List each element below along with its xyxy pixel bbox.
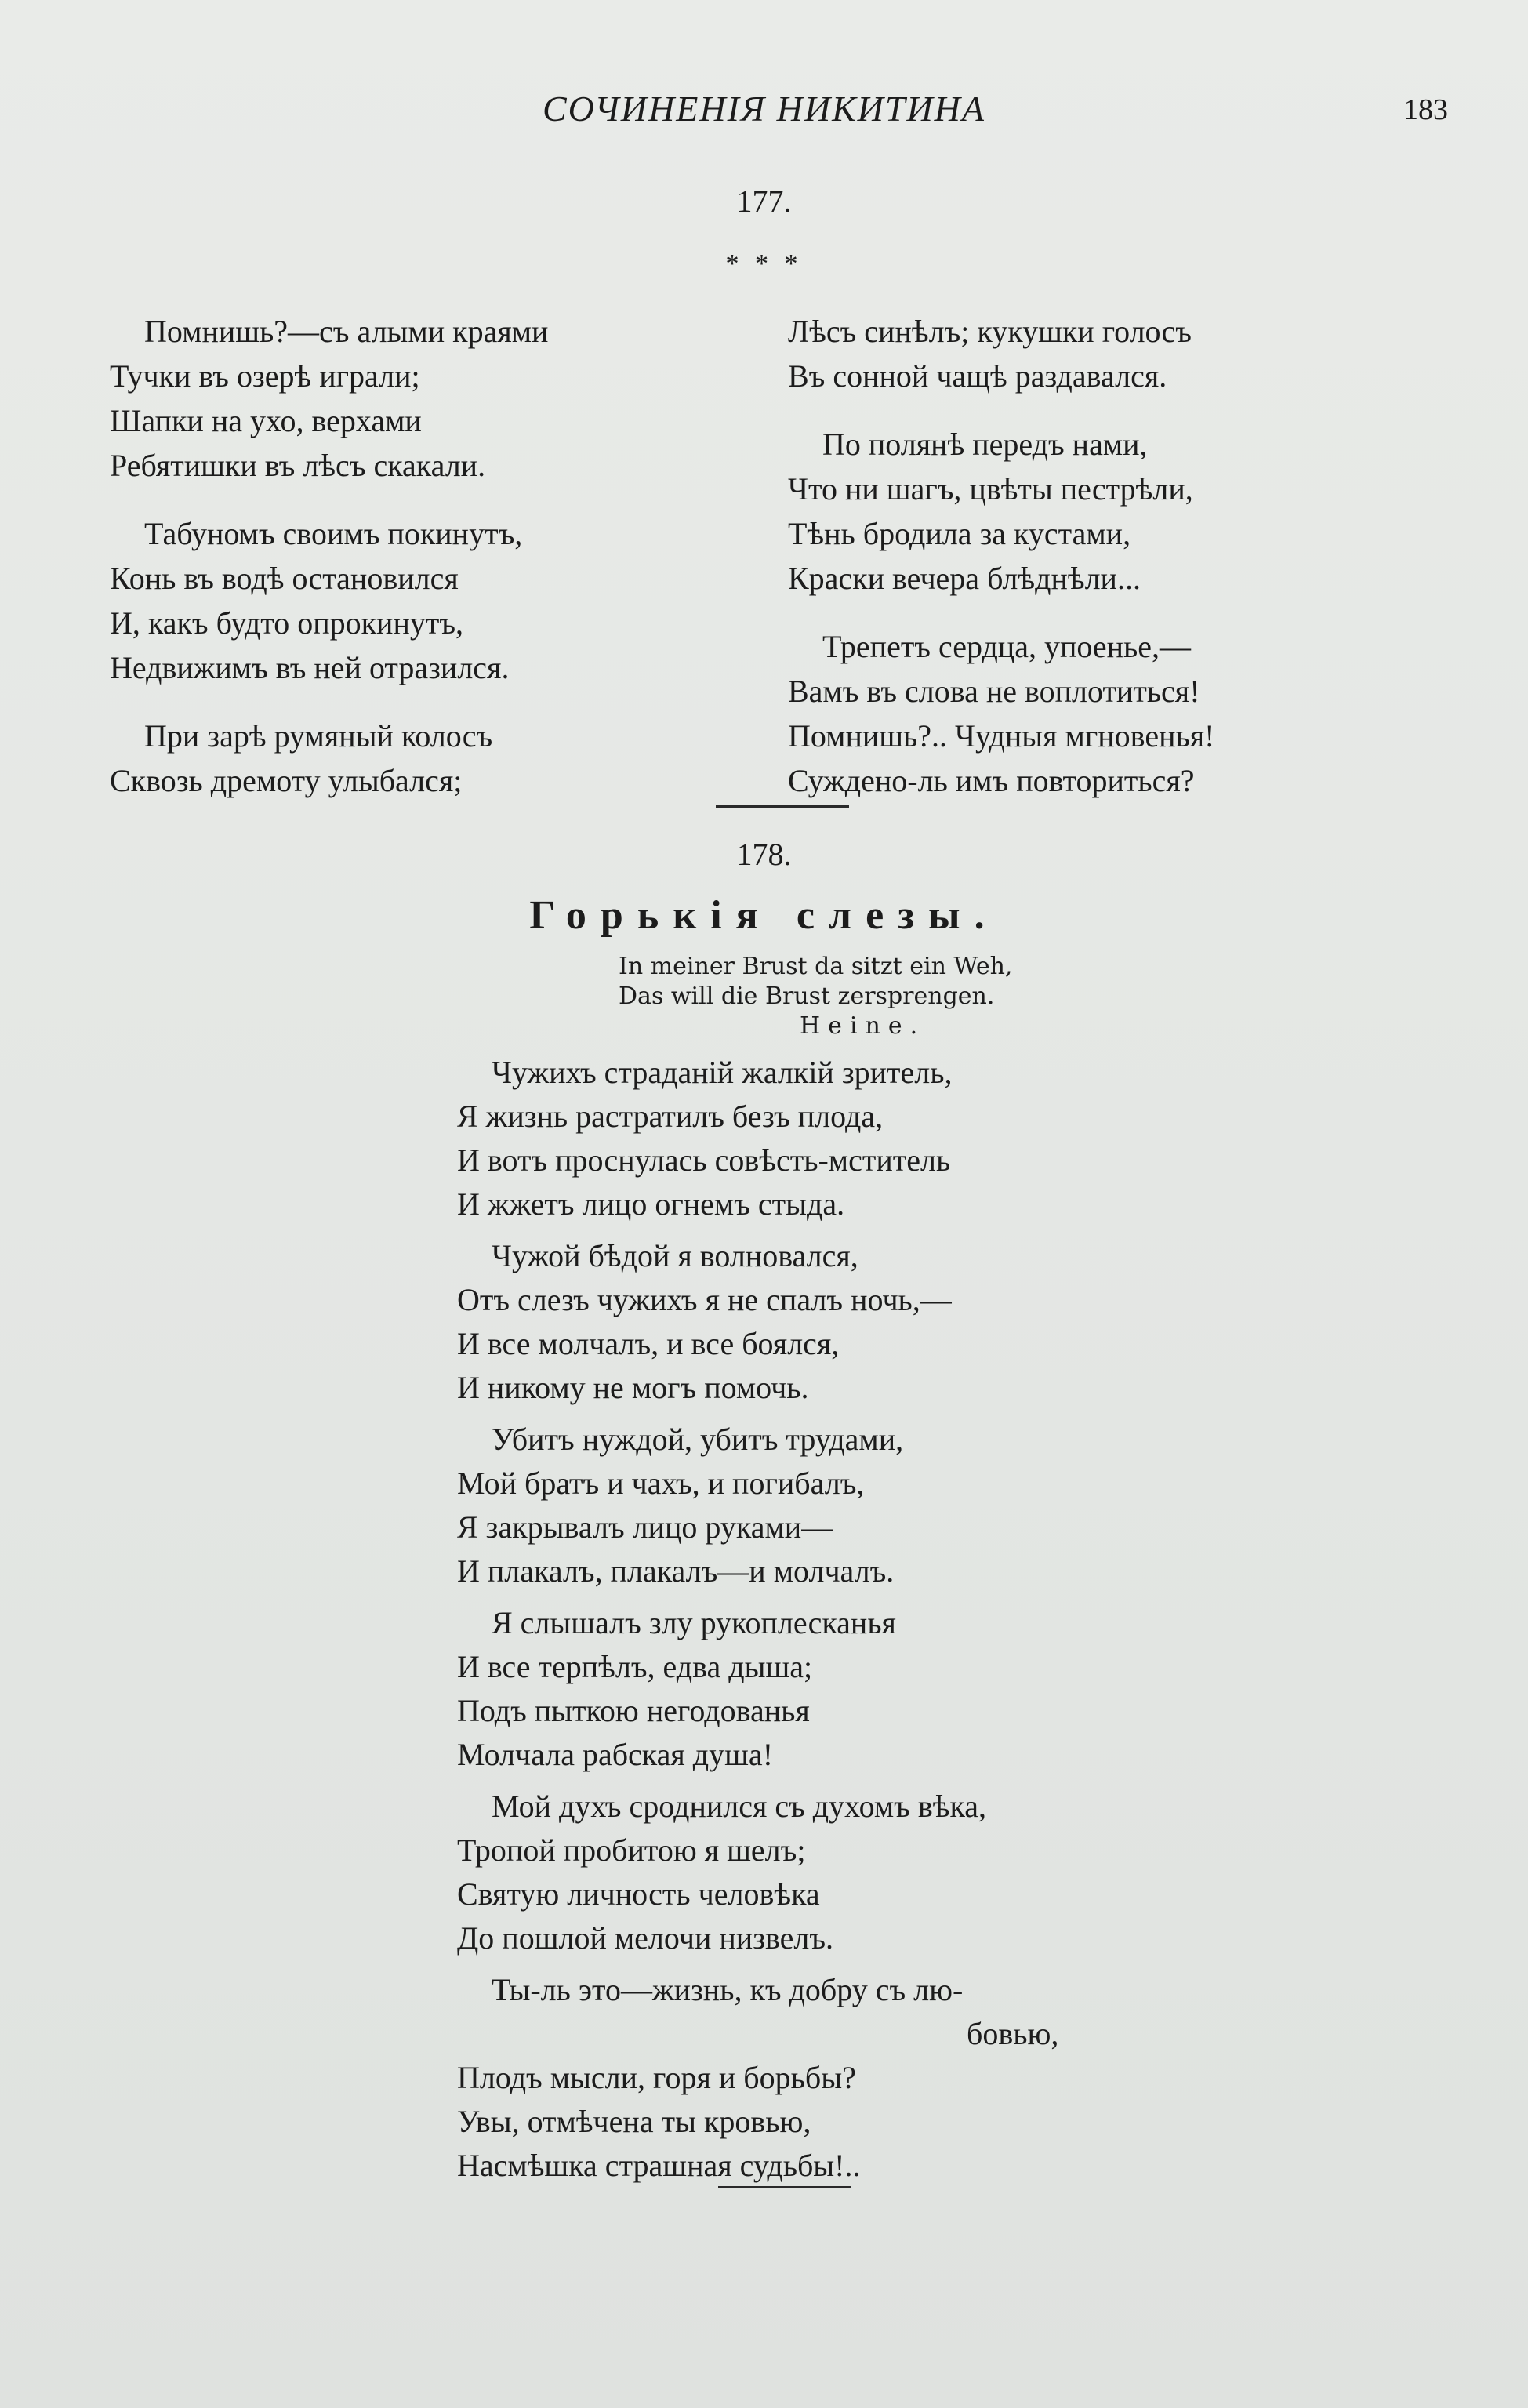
verse-line: Суждено-ль имъ повториться?: [788, 763, 1195, 798]
verse-line: Табуномъ своимъ покинутъ,: [144, 516, 523, 551]
verse-line: Тропой пробитою я шелъ;: [457, 1832, 806, 1868]
verse-line: Что ни шагъ, цвѣты пестрѣли,: [788, 471, 1193, 507]
verse-line: Лѣсъ синѣлъ; кукушки голосъ: [788, 314, 1192, 349]
epigraph: [619, 952, 1012, 1012]
poem-178-body: [457, 1051, 1058, 2188]
asterism: * * *: [725, 249, 803, 278]
verse-line: Тучки въ озерѣ играли;: [110, 358, 420, 394]
poem-title: Горькія слезы.: [529, 893, 999, 938]
verse-line: Насмѣшка страшная судьбы!..: [457, 2148, 861, 2183]
verse-line: И никому не могъ помочь.: [457, 1370, 809, 1405]
verse-line: Тѣнь бродила за кустами,: [788, 516, 1131, 551]
verse-line: Ребятишки въ лѣсъ скакали.: [110, 448, 486, 483]
verse-line: Чужихъ страданій жалкій зритель,: [492, 1055, 953, 1090]
verse-line: Отъ слезъ чужихъ я не спалъ ночь,—: [457, 1282, 952, 1317]
verse-line: Ты-ль это—жизнь, къ добру съ лю-: [492, 1972, 964, 2007]
verse-line: Убитъ нуждой, убитъ трудами,: [492, 1422, 904, 1457]
verse-line-carryover: бовью,: [967, 2016, 1059, 2051]
poem-number-178: 178.: [736, 837, 792, 872]
verse-line: Молчала рабская душа!: [457, 1737, 774, 1772]
verse-line: Недвижимъ въ ней отразился.: [110, 650, 510, 685]
poem-177-right-column: [788, 309, 1214, 803]
verse-line: Я слышалъ злу рукоплесканья: [492, 1605, 896, 1640]
section-divider: [718, 2186, 851, 2188]
epigraph-line: In meiner Brust da sitzt ein Weh,: [619, 953, 1013, 980]
verse-line: Мой братъ и чахъ, и погибалъ,: [457, 1466, 865, 1501]
verse-line: При зарѣ румяный колосъ: [144, 718, 493, 754]
verse-line: Трепетъ сердца, упоенье,—: [822, 629, 1192, 664]
epigraph-line: Das will die Brust zersprengen.: [619, 982, 995, 1010]
poem-number-177: 177.: [736, 183, 792, 219]
verse-line: И вотъ проснулась совѣсть-мститель: [457, 1142, 951, 1178]
running-head: СОЧИНЕНІЯ НИКИТИНА: [543, 89, 985, 129]
verse-line: Въ сонной чащѣ раздавался.: [788, 358, 1167, 394]
verse-line: И, какъ будто опрокинутъ,: [110, 605, 464, 641]
verse-line: Конь въ водѣ остановился: [110, 561, 459, 596]
verse-line: Краски вечера блѣднѣли...: [788, 561, 1141, 596]
verse-line: Вамъ въ слова не воплотиться!: [788, 674, 1200, 709]
verse-line: Я жизнь растратилъ безъ плода,: [457, 1099, 884, 1134]
verse-line: Чужой бѣдой я волновался,: [492, 1238, 858, 1273]
verse-line: Святую личность человѣка: [457, 1876, 820, 1912]
poem-177-left-column: [110, 309, 548, 803]
verse-line: Сквозь дремоту улыбался;: [110, 763, 463, 798]
verse-line: И все терпѣлъ, едва дыша;: [457, 1649, 813, 1684]
page-number: 183: [1403, 93, 1448, 126]
epigraph-author: Heine.: [800, 1012, 926, 1040]
verse-line: Помнишь?.. Чудныя мгновенья!: [788, 718, 1215, 754]
verse-line: И плакалъ, плакалъ—и молчалъ.: [457, 1553, 895, 1589]
section-divider: [716, 805, 849, 808]
verse-line: По полянѣ передъ нами,: [822, 427, 1148, 462]
verse-line: Я закрывалъ лицо руками—: [457, 1509, 833, 1545]
verse-line: Помнишь?—съ алыми краями: [144, 314, 549, 349]
verse-line: И все молчалъ, и все боялся,: [457, 1326, 840, 1361]
verse-line: Мой духъ сроднился съ духомъ вѣка,: [492, 1789, 987, 1824]
verse-line: Шапки на ухо, верхами: [110, 403, 422, 438]
verse-line: Увы, отмѣчена ты кровью,: [457, 2104, 811, 2139]
verse-line: До пошлой мелочи низвелъ.: [457, 1920, 834, 1956]
verse-line: И жжетъ лицо огнемъ стыда.: [457, 1186, 845, 1222]
verse-line: Плодъ мысли, горя и борьбы?: [457, 2060, 856, 2095]
verse-line: Подъ пыткою негодованья: [457, 1693, 810, 1728]
